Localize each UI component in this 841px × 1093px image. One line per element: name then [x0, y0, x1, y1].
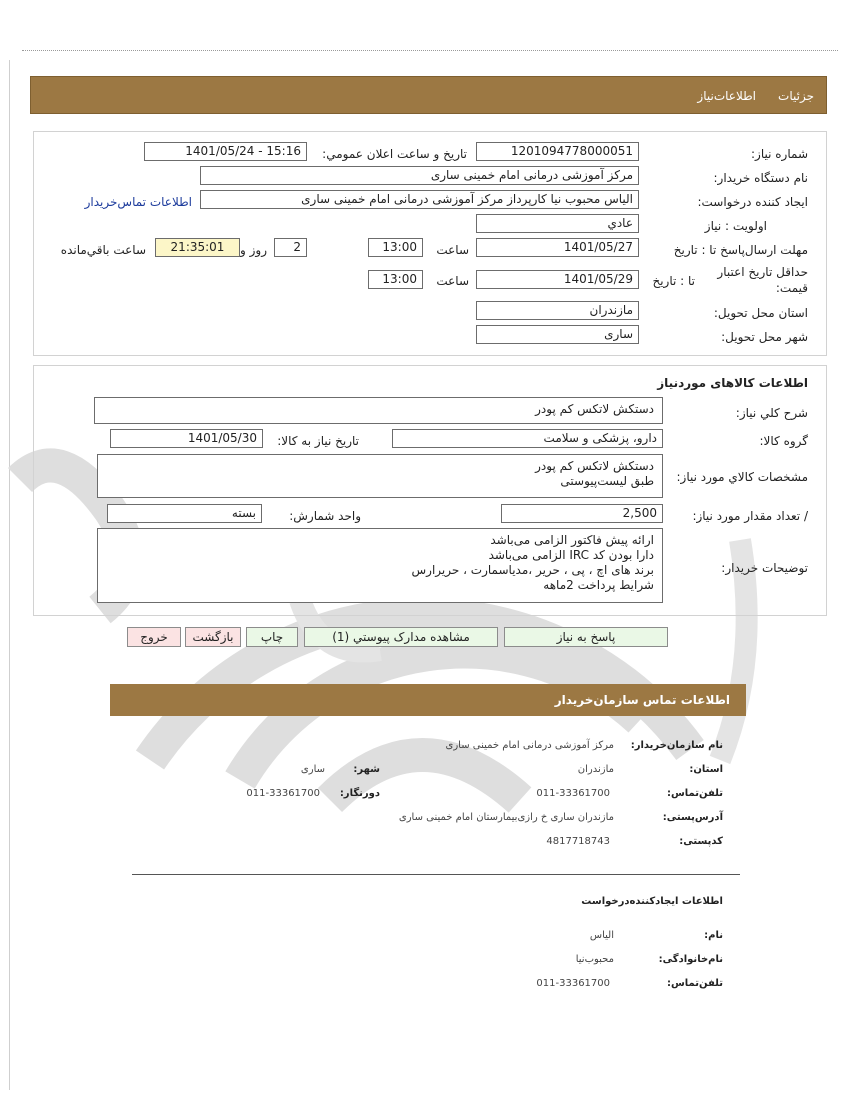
need-description-field: دستکش لاتکس کم پودر [94, 397, 663, 424]
buyer-org-label: نام دستگاه خریدار: [713, 171, 808, 185]
spec-line-1: دستکش لاتکس کم پودر [535, 459, 654, 473]
fax-label: دورنگار: [339, 788, 380, 799]
goods-spec-field [97, 454, 663, 498]
goods-spec-label: مشخصات کالاي مورد نیاز: [676, 470, 808, 484]
remaining-hours-label: ساعت باقي‌مانده [60, 243, 146, 257]
need-number-field: 1201094778000051 [476, 142, 639, 161]
days-remaining-field: 2 [274, 238, 307, 257]
buyer-contact-link[interactable]: اطلاعات تماس‌خریدار [84, 195, 192, 209]
buyer-notes-label: توضیحات خریدار: [721, 561, 808, 575]
postal-address-value: مازندران ساری خ رازی‌بیمارستان امام خمینی ساری [398, 812, 614, 823]
note-line-2: دارا بودن کد IRC الزامی می‌باشد [488, 548, 654, 562]
priority-label: اولویت : نیاز [704, 219, 767, 233]
left-border-line [9, 60, 10, 1090]
print-button[interactable]: چاپ [246, 627, 298, 647]
contact-phone-value: 011-33361700 [536, 788, 610, 799]
note-line-1: ارائه پیش فاکتور الزامی می‌باشد [490, 533, 654, 547]
creator-name-value: الیاس [589, 930, 614, 941]
priority-field: عادي [476, 214, 639, 233]
countdown-timer: 21:35:01 [155, 238, 240, 257]
contact-divider [132, 874, 740, 875]
top-dotted-divider [22, 50, 838, 51]
contact-section-title: اطلاعات تماس سازمان‌خریدار [554, 693, 730, 707]
note-line-4: شرایط پرداخت 2ماهه [543, 578, 654, 592]
respond-button[interactable]: پاسخ به نیاز [504, 627, 668, 647]
deadline-time-label: ساعت [436, 243, 469, 257]
delivery-city-label: شهر محل تحویل: [721, 330, 808, 344]
delivery-city-field: ساری [476, 325, 639, 344]
creator-family-label: نام‌خانوادگی: [658, 954, 723, 965]
creator-family-value: محبوب‌نیا [575, 954, 614, 965]
org-name-label: نام سازمان‌خریدار: [630, 740, 723, 751]
quantity-label: / تعداد مقدار مورد نیاز: [692, 509, 808, 523]
quantity-field: 2,500 [501, 504, 663, 523]
need-number-label: شماره نیاز: [751, 147, 808, 161]
contact-province-value: مازندران [577, 764, 614, 775]
contact-phone-label: تلفن‌تماس: [666, 788, 723, 799]
response-deadline-date: 1401/05/27 [476, 238, 639, 257]
announce-date-field: 1401/05/24 - 15:16 [144, 142, 307, 161]
view-attachments-button[interactable]: مشاهده مدارک پیوستي (1) [304, 627, 498, 647]
delivery-province-field: مازندران [476, 301, 639, 320]
goods-section-title: اطلاعات کالاهای موردنیاز [657, 376, 808, 390]
request-creator-field: الیاس محبوب نیا کارپرداز مرکز آموزشی درمانی امام خمینی ساری [200, 190, 639, 209]
deadline-time-field: 13:00 [368, 238, 423, 257]
page-header [30, 76, 827, 114]
need-description-label: شرح کلي نیاز: [735, 406, 808, 420]
price-validity-label-line1: حداقل تاریخ اعتبار [717, 265, 808, 279]
postal-code-value: 4817718743 [546, 836, 610, 847]
postal-address-label: آدرس‌پستی: [662, 812, 723, 823]
goods-group-label: گروه کالا: [759, 434, 808, 448]
spec-line-2: طبق لیست‌پیوستی [560, 474, 654, 488]
exit-button[interactable]: خروج [127, 627, 181, 647]
buyer-org-field: مرکز آموزشی درمانی امام خمینی ساری [200, 166, 639, 185]
announce-date-label: تاریخ و ساعت اعلان عمومي: [322, 147, 467, 161]
validity-time-field: 13:00 [368, 270, 423, 289]
note-line-3: برند های اچ ، پی ، حریر ،مدیاسمارت ، حریرارس [411, 563, 654, 577]
validity-until-label: تا : تاریخ [652, 274, 695, 288]
need-date-field: 1401/05/30 [110, 429, 263, 448]
creator-phone-label: تلفن‌تماس: [666, 978, 723, 989]
contact-city-label: شهر: [353, 764, 380, 775]
need-date-label: تاریخ نیاز به کالا: [277, 434, 359, 448]
unit-label: واحد شمارش: [289, 509, 361, 523]
creator-name-label: نام: [704, 930, 723, 941]
fax-value: 011-33361700 [246, 788, 320, 799]
contact-section-header [110, 684, 746, 716]
price-validity-date: 1401/05/29 [476, 270, 639, 289]
buyer-notes-field [97, 528, 663, 603]
validity-time-label: ساعت [436, 274, 469, 288]
request-creator-label: ایجاد کننده درخواست: [697, 195, 808, 209]
goods-group-field: دارو، پزشکی و سلامت [392, 429, 663, 448]
contact-city-value: ساری [300, 764, 325, 775]
back-button[interactable]: بازگشت [185, 627, 241, 647]
unit-field: بسته [107, 504, 262, 523]
creator-section-title: اطلاعات ایجادکننده‌درخواست [581, 896, 723, 907]
contact-province-label: استان: [689, 764, 723, 775]
delivery-province-label: استان محل تحویل: [713, 306, 808, 320]
org-name-value: مرکز آموزشی درمانی امام خمینی ساری [445, 740, 614, 751]
tab-details[interactable]: جزئیات [778, 89, 814, 103]
response-deadline-label: مهلت ارسال‌پاسخ تا : تاریخ [673, 243, 808, 257]
days-label: روز و [240, 243, 267, 257]
price-validity-label-line2: قیمت: [775, 281, 808, 295]
postal-code-label: کدپستی: [679, 836, 723, 847]
tab-need-info[interactable]: اطلاعات‌نیاز [697, 89, 756, 103]
creator-phone-value: 011-33361700 [536, 978, 610, 989]
